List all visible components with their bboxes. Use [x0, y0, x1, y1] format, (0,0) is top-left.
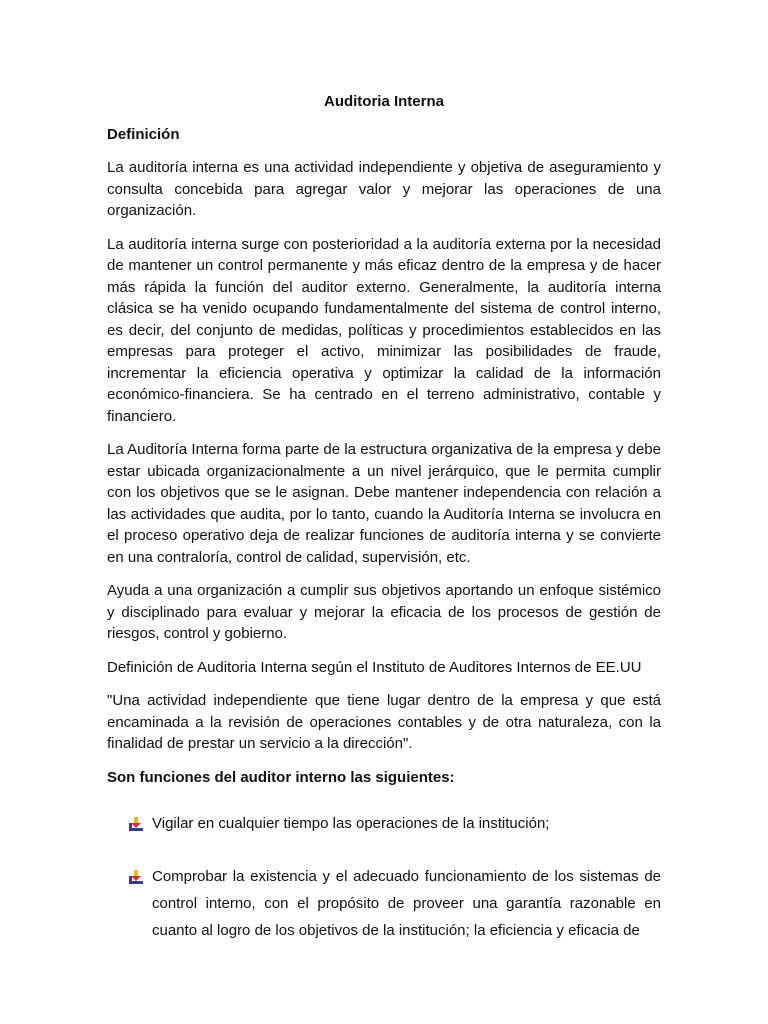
paragraph-1: La auditoría interna es una actividad independiente y objetiva de aseguramiento y consulta concebida para agregar valor y mejorar las operaciones de una organización.	[107, 159, 661, 219]
definition-quote: "Una actividad independiente que tiene lugar dentro de la empresa y que está encaminada a la revisión de operaciones contables y de otra naturaleza, con la finalidad de prestar un servicio a la dirección".	[107, 692, 661, 752]
list-item-text: Vigilar en cualquier tiempo las operaciones de la institución;	[152, 814, 550, 832]
functions-heading: Son funciones del auditor interno las siguientes:	[107, 768, 455, 786]
list-item-text: Comprobar la existencia y el adecuado funcionamiento de los sistemas de control interno, con el propósito de proveer una garantía razonable en cuanto al logro de los objetivos de la institución; la eficiencia y eficacia de	[152, 867, 661, 939]
definition-source: Definición de Auditoria Interna según el Instituto de Auditores Internos de EE.UU	[107, 658, 642, 676]
definition-heading: Definición	[107, 126, 180, 143]
paragraph-2: La auditoría interna surge con posterioridad a la auditoría externa por la necesidad de mantener un control permanente y más eficaz dentro de la empresa y de hacer más rápida la función del auditor externo. Generalmente, la auditoría interna clásica se ha venido ocupando fundamentalmente del sistema de control interno, es decir, del conjunto de medidas, políticas y procedimientos establecidos en las empresas para proteger el activo, minimizar las posibilidades de fraude, incrementar la eficiencia operativa y optimizar la calidad de la información económico-financiera. Se ha centrado en el terreno administrativo, contable y financiero.	[107, 235, 661, 425]
paragraph-4: Ayuda a una organización a cumplir sus objetivos aportando un enfoque sistémico y disciplinado para evaluar y mejorar la eficacia de los procesos de gestión de riesgos, control y gobierno.	[107, 582, 661, 642]
list-item	[107, 863, 661, 944]
colored-arrow-bullet-icon	[129, 817, 143, 831]
document-page	[107, 91, 661, 944]
functions-list	[107, 810, 661, 944]
paragraph-3: La Auditoría Interna forma parte de la estructura organizativa de la empresa y debe estar ubicada organizacionalmente a un nivel jerárquico, que le permita cumplir con los objetivos que se le asignan. Debe mantener independencia con relación a las actividades que audita, por lo tanto, cuando la Auditoría Interna se involucra en el proceso operativo deja de realizar funciones de auditoría interna y se convierte en una contraloría, control de calidad, supervisión, etc.	[107, 441, 661, 566]
document-title: Auditoria Interna	[323, 93, 444, 110]
colored-arrow-bullet-icon	[129, 870, 143, 884]
list-item	[107, 810, 661, 837]
